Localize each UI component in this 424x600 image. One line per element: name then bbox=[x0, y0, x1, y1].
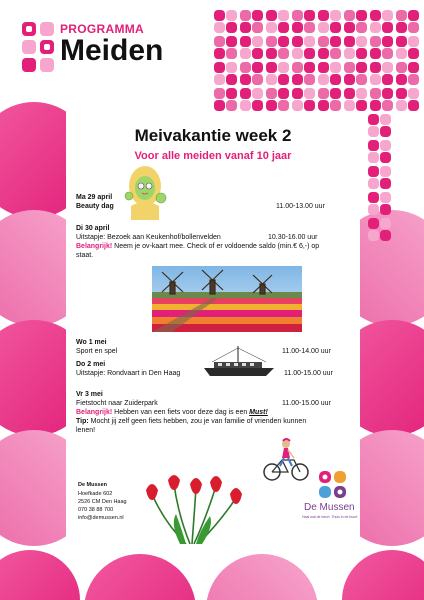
tip-line: Mocht jij zelf geen fiets hebben, zou je van familie of vrienden kunnen bbox=[88, 418, 307, 425]
tip-label: Tip: bbox=[76, 418, 89, 425]
note-line: Neem je ov-kaart mee. Check of er voldoende saldo (min.€ 6,-) op bbox=[112, 243, 320, 250]
card-subtitle: Voor alle meiden vanaf 10 jaar bbox=[134, 150, 292, 162]
card-title: Meivakantie week 2 bbox=[134, 126, 292, 145]
day-label: Wo 1 mei bbox=[76, 339, 107, 346]
header-title: Meiden bbox=[60, 34, 164, 67]
note-text bbox=[76, 242, 360, 251]
note-emphasis: Must! bbox=[249, 409, 268, 416]
note-label: Belangrijk! bbox=[76, 409, 113, 416]
note-line: Hebben van een fiets voor deze dag is een bbox=[112, 409, 250, 416]
time-text: 10.30-16.00 uur bbox=[268, 234, 318, 241]
tip-text bbox=[76, 417, 360, 426]
tip-line: lenen! bbox=[76, 427, 96, 434]
header-programma: PROGRAMMA bbox=[60, 22, 145, 36]
contact-street: Hoefkade 602 bbox=[78, 491, 113, 497]
time-text: 11.00-13.00 uur bbox=[276, 203, 325, 210]
tulips-icon bbox=[140, 474, 244, 544]
contact-email[interactable]: info@demussen.nl bbox=[78, 515, 124, 521]
activity-text: Beauty dag bbox=[76, 203, 114, 210]
contact-phone: 070 38 88 700 bbox=[78, 507, 114, 513]
day-label: Ma 29 april bbox=[76, 194, 113, 201]
de-mussen-logo-icon bbox=[318, 470, 348, 500]
boat-icon bbox=[202, 344, 276, 380]
activity-text: Sport en spel bbox=[76, 348, 118, 355]
cyclist-icon bbox=[262, 438, 310, 482]
girl-face-mask-icon bbox=[123, 162, 171, 220]
logo-name: De Mussen bbox=[304, 502, 355, 513]
time-text: 11.00-15.00 uur bbox=[284, 370, 333, 377]
day-label: Vr 3 mei bbox=[76, 391, 103, 398]
time-text: 11.00-14.00 uur bbox=[282, 348, 331, 355]
note-text bbox=[76, 408, 360, 417]
day-label: Di 30 april bbox=[76, 225, 110, 232]
activity-text: Uitstapje: Rondvaart in Den Haag bbox=[76, 370, 181, 377]
day-label: Do 2 mei bbox=[76, 361, 106, 368]
contact-name: De Mussen bbox=[78, 482, 108, 488]
note-label: Belangrijk! bbox=[76, 243, 113, 250]
activity-text: Fietstocht naar Zuiderpark bbox=[76, 400, 158, 407]
time-text: 11.00-15.00 uur bbox=[282, 400, 331, 407]
windmill-tulips-photo bbox=[152, 266, 302, 332]
activity-text: Uitstapje: Bezoek aan Keukenhof/bollenvelden bbox=[76, 234, 221, 241]
content-card bbox=[66, 112, 360, 550]
contact-city: 2526 CM Den Haag bbox=[78, 499, 127, 505]
logo-tagline: Haal wat de beurt. Thuis in de buurt bbox=[302, 515, 358, 519]
note-line: staat. bbox=[76, 252, 94, 259]
